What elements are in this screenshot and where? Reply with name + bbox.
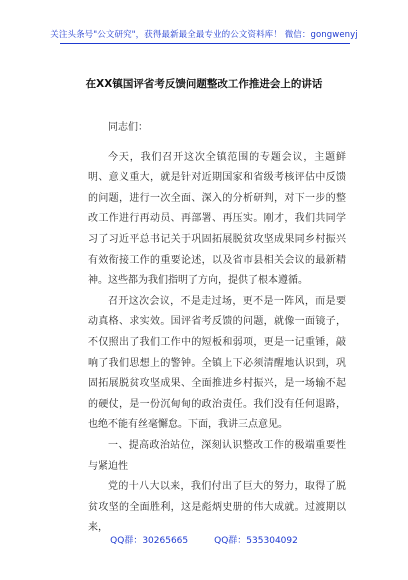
paragraph: 召开这次会议，不是走过场，更不是一阵风，而是要动真格、求实效。国评省考反馈的问题，就像一面镜子，不仅照出了我们工作中的短板和弱项，更是一记重锤，敲响了我们思想上的警钟。全镇上下必须清醒地认识到，巩固拓展脱贫攻坚成果、全面推进乡村振兴，是一场输不起的硬仗，是一份沉甸甸的政治责任。我们没有任何退路，也绝不能有丝毫懈怠。下面，我讲三点意见。 [88, 295, 346, 431]
paragraph: 党的十八大以来，我们付出了巨大的努力，取得了脱贫攻坚的全面胜利，这是彪炳史册的伟大成就。过渡期以来， [88, 481, 346, 534]
header-banner: 关注头条号"公文研究"，获得最新最全最专业的公文资料库！ 微信：gongwenyj [50, 30, 358, 40]
document-body [88, 118, 346, 539]
qq-group-2: QQ群：535304092 [214, 536, 298, 546]
paragraph: 今天，我们召开这次全镇范围的专题会议，主题鲜明、意义重大，就是针对近期国家和省级考核评估中反馈的问题，进行一次全面、深入的分析研判，对下一步的整改工作进行再动员、再部署、再压实。刚才，我们共同学习了习近平总书记关于巩固拓展脱贫攻坚成果同乡村振兴有效衔接工作的重要论述，以及省市县相关会议的最新精神。这些都为我们指明了方向，提供了根本遵循。 [88, 151, 346, 287]
salutation: 同志们： [108, 122, 148, 133]
qq-group-1: QQ群：30265665 [110, 536, 189, 546]
section-heading: 一、提高政治站位，深刻认识整改工作的极端重要性与紧迫性 [88, 439, 346, 472]
document-title: 在XX镇国评省考反馈问题整改工作推进会上的讲话 [85, 78, 323, 90]
header-divider [60, 43, 350, 44]
footer [0, 533, 408, 546]
